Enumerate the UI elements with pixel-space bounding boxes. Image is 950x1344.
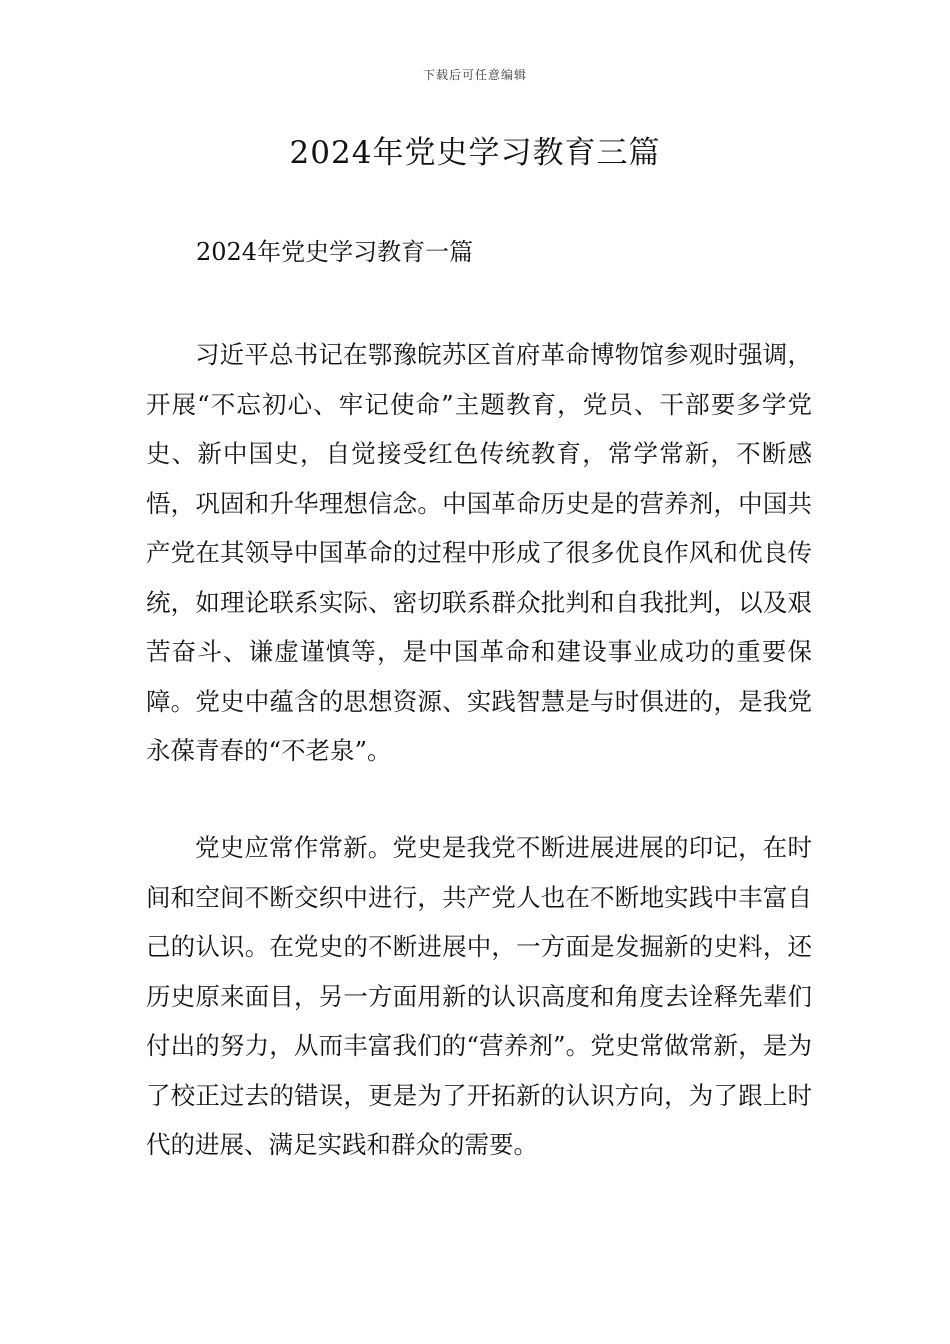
document-subtitle: 2024年党史学习教育一篇 bbox=[196, 238, 474, 266]
page-header-note: 下载后可任意编辑 bbox=[422, 68, 527, 82]
document-title: 2024年党史学习教育三篇 bbox=[289, 135, 661, 171]
body-paragraph: 党史应常作常新。党史是我党不断进展进展的印记，在时间和空间不断交织中进行，共产党人也在不断地实践中丰富自己的认识。在党史的不断进展中，一方面是发掘新的史料，还历史原来面目，另一方面用新的认识高度和角度去诠释先辈们付出的努力，从而丰富我们的“营养剂”。党史常做常新，是为了校正过去的错误，更是为了开拓新的认识方向，为了跟上时代的进展、满足实践和群众的需要。 bbox=[146, 833, 812, 1159]
body-paragraph: 习近平总书记在鄂豫皖苏区首府革命博物馆参观时强调，开展“不忘初心、牢记使命”主题教育，党员、干部要多学党史、新中国史，自觉接受红色传统教育，常学常新，不断感悟，巩固和升华理想信念。中国革命历史是的营养剂，中国共产党在其领导中国革命的过程中形成了很多优良作风和优良传统，如理论联系实际、密切联系群众批判和自我批判，以及艰苦奋斗、谦虚谨慎等，是中国革命和建设事业成功的重要保障。党史中蕴含的思想资源、实践智慧是与时俱进的，是我党永葆青春的“不老泉”。 bbox=[146, 340, 812, 765]
